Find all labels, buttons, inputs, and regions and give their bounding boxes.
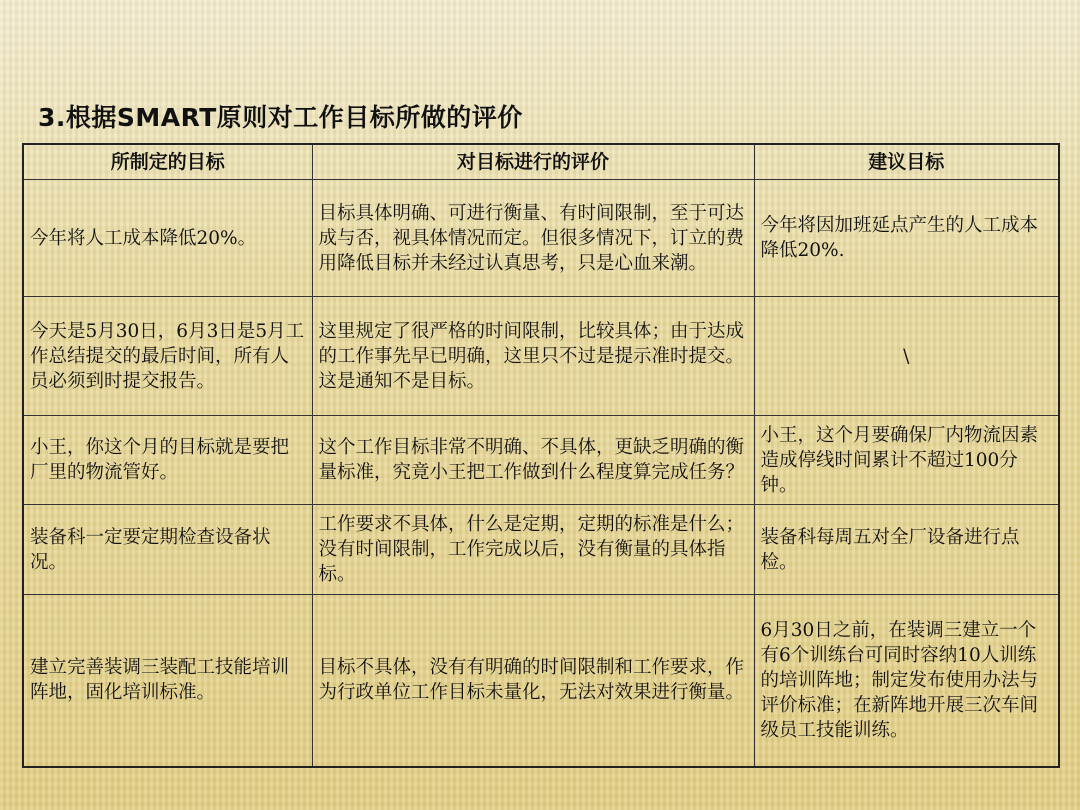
smart-evaluation-table — [22, 143, 1060, 768]
evaluation-cell: 目标具体明确、可进行衡量、有时间限制，至于可达成与否，视具体情况而定。但很多情况下，订立的费用降低目标并未经过认真思考，只是心血来潮。 — [312, 180, 754, 297]
suggestion-cell: 小王，这个月要确保厂内物流因素造成停线时间累计不超过100分钟。 — [754, 416, 1059, 505]
table-row — [23, 416, 1059, 505]
goal-cell: 小王，你这个月的目标就是要把厂里的物流管好。 — [23, 416, 312, 505]
suggestion-cell: 6月30日之前，在装调三建立一个有6个训练台可同时容纳10人训练的培训阵地；制定发布使用办法与评价标准；在新阵地开展三次车间级员工技能训练。 — [754, 595, 1059, 767]
suggestion-cell: 今年将因加班延点产生的人工成本降低20%. — [754, 180, 1059, 297]
table-row — [23, 595, 1059, 767]
header-goal: 所制定的目标 — [23, 144, 312, 180]
evaluation-cell: 工作要求不具体，什么是定期，定期的标准是什么；没有时间限制，工作完成以后，没有衡量的具体指标。 — [312, 505, 754, 595]
evaluation-cell: 这个工作目标非常不明确、不具体，更缺乏明确的衡量标准，究竟小王把工作做到什么程度算完成任务？ — [312, 416, 754, 505]
evaluation-cell: 这里规定了很严格的时间限制，比较具体；由于达成的工作事先早已明确，这里只不过是提示准时提交。这是通知不是目标。 — [312, 297, 754, 416]
table-row — [23, 505, 1059, 595]
goal-cell: 今天是5月30日，6月3日是5月工作总结提交的最后时间，所有人员必须到时提交报告。 — [23, 297, 312, 416]
slide-title: 3.根据SMART原则对工作目标所做的评价 — [38, 103, 523, 132]
table-row — [23, 180, 1059, 297]
evaluation-cell: 目标不具体，没有有明确的时间限制和工作要求，作为行政单位工作目标未量化，无法对效果进行衡量。 — [312, 595, 754, 767]
table-header-row — [23, 144, 1059, 180]
goal-cell: 建立完善装调三装配工技能培训阵地，固化培训标准。 — [23, 595, 312, 767]
suggestion-cell: 装备科每周五对全厂设备进行点检。 — [754, 505, 1059, 595]
table-row — [23, 297, 1059, 416]
suggestion-cell: \ — [754, 297, 1059, 416]
goal-cell: 今年将人工成本降低20%。 — [23, 180, 312, 297]
header-suggestion: 建议目标 — [754, 144, 1059, 180]
header-evaluation: 对目标进行的评价 — [312, 144, 754, 180]
goal-cell: 装备科一定要定期检查设备状况。 — [23, 505, 312, 595]
